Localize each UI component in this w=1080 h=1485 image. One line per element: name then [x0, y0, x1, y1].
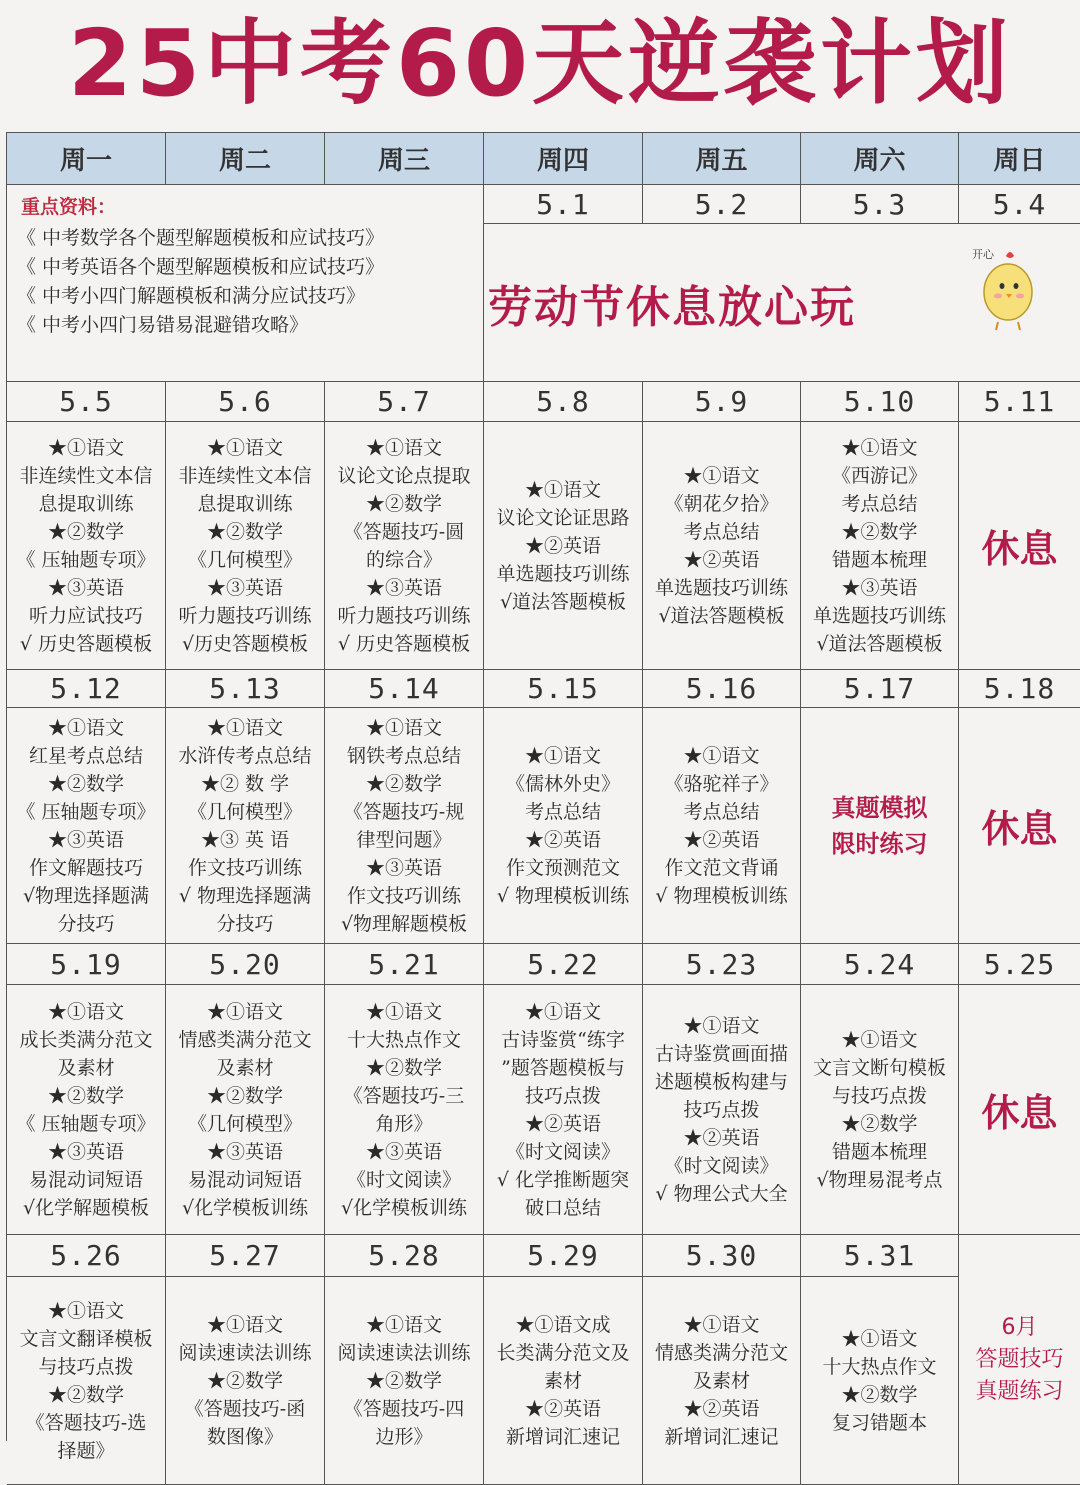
plan-line: ★②数学	[841, 1112, 918, 1135]
plan-line: 《答题技巧-选	[25, 1411, 147, 1434]
plan-line: √历史答题模板	[181, 632, 309, 655]
day-plan-cell	[643, 708, 801, 944]
plan-line: 素材	[543, 1369, 582, 1392]
day-plan-cell	[484, 985, 643, 1235]
day-plan-cell	[325, 1277, 484, 1485]
plan-line: 《 压轴题专项》	[16, 1112, 156, 1135]
plan-line: 《答题技巧-四	[343, 1397, 465, 1420]
plan-line: 数图像》	[206, 1425, 283, 1448]
weekday-header: 周日	[959, 133, 1080, 185]
plan-line: 述题模板构建与	[654, 1070, 788, 1093]
june-plan-line: 答题技巧	[975, 1346, 1064, 1372]
plan-line: ★①语文	[47, 436, 124, 459]
plan-line: ★②数学	[841, 520, 918, 543]
plan-line: ★②数学	[47, 520, 124, 543]
date-cell: 5.12	[7, 670, 166, 708]
plan-line: 边形》	[375, 1425, 433, 1448]
date-cell: 5.3	[801, 185, 959, 224]
date-cell: 5.17	[801, 670, 959, 708]
weekday-header: 周三	[325, 133, 484, 185]
plan-line: 作文技巧训练	[187, 856, 302, 879]
date-cell: 5.5	[7, 382, 166, 422]
plan-line: 《几何模型》	[187, 1112, 302, 1135]
plan-line: ★③英语	[365, 576, 442, 599]
plan-line: ★②数学	[47, 1383, 124, 1406]
date-cell: 5.10	[801, 382, 959, 422]
date-cell: 5.22	[484, 944, 643, 985]
plan-line: 技巧点拨	[683, 1098, 760, 1121]
plan-line: ★②数学	[206, 1369, 283, 1392]
plan-line: √ 物理公式大全	[655, 1182, 788, 1205]
plan-line: ★①语文	[47, 716, 124, 739]
date-cell: 5.8	[484, 382, 643, 422]
mock-exam-line: 真题模拟	[831, 793, 928, 822]
plan-line: ★③英语	[206, 1140, 283, 1163]
plan-line: ★②数学	[206, 1084, 283, 1107]
plan-line: 《 压轴题专项》	[16, 548, 156, 571]
plan-line: ★①语文	[365, 716, 442, 739]
plan-line: 阅读速读法训练	[178, 1341, 312, 1364]
plan-line: 《几何模型》	[187, 800, 302, 823]
day-plan-cell	[166, 708, 325, 944]
plan-line: ★② 数 学	[200, 772, 290, 795]
plan-line: 作文范文背诵	[664, 856, 779, 879]
plan-line: √ 物理模板训练	[496, 884, 630, 907]
plan-line: 易混动词短语	[28, 1168, 143, 1191]
plan-line: 古诗鉴赏“练字	[501, 1028, 625, 1051]
plan-line: ★②英语	[683, 1397, 760, 1420]
june-plan-line: 真题练习	[975, 1378, 1064, 1404]
plan-line: √道法答题模板	[816, 632, 943, 655]
date-cell: 5.7	[325, 382, 484, 422]
plan-line: ★③英语	[47, 576, 124, 599]
plan-line: 及素材	[692, 1369, 750, 1392]
plan-line: ★①语文	[206, 716, 283, 739]
plan-line: 分技巧	[57, 912, 115, 935]
plan-line: 听力题技巧训练	[337, 604, 471, 627]
plan-line: ★③英语	[47, 828, 124, 851]
date-cell: 5.21	[325, 944, 484, 985]
plan-line: 及素材	[216, 1056, 274, 1079]
plan-line: 考点总结	[683, 520, 760, 543]
day-plan-cell	[643, 422, 801, 670]
plan-line: 作文预测范文	[505, 856, 620, 879]
day-plan-cell	[166, 422, 325, 670]
plan-line: √化学模板训练	[181, 1196, 309, 1219]
plan-line: ★②数学	[365, 1056, 442, 1079]
plan-line: 钢铁考点总结	[346, 744, 461, 767]
plan-line: ★②数学	[47, 1084, 124, 1107]
plan-line: 《西游记》	[831, 464, 927, 487]
date-cell: 5.14	[325, 670, 484, 708]
day-plan-cell	[484, 708, 643, 944]
plan-line: ★①语文	[47, 1299, 124, 1322]
date-cell: 5.30	[643, 1235, 801, 1277]
weekday-header: 周四	[484, 133, 643, 185]
plan-line: √物理易混考点	[816, 1168, 943, 1191]
plan-line: 《答题技巧-规	[343, 800, 465, 823]
key-resources-title: 重点资料：	[21, 196, 117, 218]
plan-line: ★②数学	[206, 520, 283, 543]
plan-line: ★①语文	[206, 1313, 283, 1336]
plan-line: 复习错题本	[831, 1411, 927, 1434]
date-cell: 5.4	[959, 185, 1080, 224]
date-cell: 5.19	[7, 944, 166, 985]
plan-line: 十大热点作文	[822, 1355, 937, 1378]
plan-line: ★①语文	[365, 1000, 442, 1023]
plan-line: √道法答题模板	[658, 604, 785, 627]
plan-line: 文言文翻译模板	[19, 1327, 153, 1350]
plan-line: ★①语文	[841, 436, 918, 459]
plan-line: 与技巧点拨	[831, 1084, 927, 1107]
date-cell: 5.6	[166, 382, 325, 422]
plan-line: 及素材	[57, 1056, 115, 1079]
plan-line: 易混动词短语	[187, 1168, 302, 1191]
plan-line: ★②英语	[524, 1112, 601, 1135]
date-cell: 5.1	[484, 185, 643, 224]
plan-line: 技巧点拨	[524, 1084, 601, 1107]
plan-line: √ 化学推断题突	[496, 1168, 630, 1191]
plan-line: √ 历史答题模板	[19, 632, 153, 655]
rest-day-cell: 休息	[959, 422, 1080, 670]
plan-line: ★②数学	[47, 772, 124, 795]
plan-line: 息提取训练	[38, 492, 134, 515]
date-cell: 5.25	[959, 944, 1080, 985]
plan-line: √化学模板训练	[340, 1196, 468, 1219]
plan-line: 《答题技巧-圆	[343, 520, 465, 543]
plan-line: ★①语文	[841, 1028, 918, 1051]
plan-line: ★②英语	[683, 548, 760, 571]
day-plan-cell	[7, 422, 166, 670]
plan-line: ★①语文	[524, 478, 601, 501]
date-cell: 5.27	[166, 1235, 325, 1277]
schedule-table	[6, 132, 1080, 1462]
plan-line: 考点总结	[683, 800, 760, 823]
plan-line: 非连续性文本信	[19, 464, 153, 487]
chick-sticker-icon	[970, 246, 1040, 332]
plan-line: ★②数学	[365, 1369, 442, 1392]
rest-day-cell: 休息	[959, 985, 1080, 1235]
plan-line: 古诗鉴赏画面描	[654, 1042, 788, 1065]
date-cell: 5.23	[643, 944, 801, 985]
date-cell: 5.11	[959, 382, 1080, 422]
plan-line: √ 物理选择题满	[178, 884, 312, 907]
plan-line: √化学解题模板	[22, 1196, 150, 1219]
weekday-header: 周二	[166, 133, 325, 185]
plan-line: 水浒传考点总结	[178, 744, 312, 767]
plan-line: ”题答题模板与	[501, 1056, 625, 1079]
plan-line: 《儒林外史》	[505, 772, 620, 795]
plan-line: ★②英语	[683, 1126, 760, 1149]
day-plan-cell	[325, 422, 484, 670]
plan-line: 《时文阅读》	[505, 1140, 620, 1163]
plan-line: ★③ 英 语	[200, 828, 290, 851]
date-cell: 5.31	[801, 1235, 959, 1277]
plan-line: 议论文论点提取	[337, 464, 471, 487]
plan-line: 分技巧	[216, 912, 274, 935]
mock-exam-cell	[801, 708, 959, 944]
day-plan-cell	[325, 708, 484, 944]
plan-line: 的综合》	[365, 548, 442, 571]
day-plan-cell	[643, 1277, 801, 1485]
plan-line: ★③英语	[365, 1140, 442, 1163]
plan-line: ★②英语	[683, 828, 760, 851]
plan-line: 红星考点总结	[28, 744, 143, 767]
plan-line: ★①语文成	[515, 1313, 611, 1336]
plan-line: 《 压轴题专项》	[16, 800, 156, 823]
plan-line: 与技巧点拨	[38, 1355, 134, 1378]
rest-day-cell: 休息	[959, 708, 1080, 944]
plan-line: 单选题技巧训练	[654, 576, 788, 599]
plan-line: 十大热点作文	[346, 1028, 461, 1051]
key-resource-item: 《 中考数学各个题型解题模板和应试技巧》	[17, 227, 385, 249]
june-plan-line: 6月	[1001, 1314, 1038, 1340]
plan-line: 单选题技巧训练	[812, 604, 946, 627]
day-plan-cell	[7, 985, 166, 1235]
plan-line: 成长类满分范文	[19, 1028, 153, 1051]
day-plan-cell	[325, 985, 484, 1235]
plan-line: ★①语文	[206, 1000, 283, 1023]
day-plan-cell	[166, 1277, 325, 1485]
day-plan-cell	[484, 422, 643, 670]
weekday-header: 周六	[801, 133, 959, 185]
plan-line: ★③英语	[206, 576, 283, 599]
plan-line: 单选题技巧训练	[496, 562, 630, 585]
plan-line: ★③英语	[365, 856, 442, 879]
plan-line: 新增词汇速记	[505, 1425, 620, 1448]
weekday-header: 周一	[7, 133, 166, 185]
holiday-banner	[484, 224, 1080, 382]
page-title: 25中考60天逆袭计划	[67, 10, 1013, 117]
plan-line: 错题本梳理	[831, 548, 927, 571]
plan-line: 听力应试技巧	[28, 604, 143, 627]
plan-line: √道法答题模板	[499, 590, 627, 613]
plan-line: ★①语文	[841, 1327, 918, 1350]
day-plan-cell	[801, 1277, 959, 1485]
plan-line: 错题本梳理	[831, 1140, 927, 1163]
plan-line: √物理解题模板	[340, 912, 468, 935]
plan-line: 破口总结	[524, 1196, 601, 1219]
plan-line: 非连续性文本信	[178, 464, 312, 487]
plan-line: ★③英语	[47, 1140, 124, 1163]
plan-line: ★①语文	[683, 1313, 760, 1336]
day-plan-cell	[643, 985, 801, 1235]
key-resources-box	[7, 185, 484, 382]
mock-exam-line: 限时练习	[831, 829, 928, 858]
day-plan-cell	[801, 985, 959, 1235]
plan-line: 息提取训练	[197, 492, 293, 515]
plan-line: ★②英语	[524, 534, 601, 557]
chick-label: 开心	[972, 248, 994, 261]
plan-line: √ 历史答题模板	[337, 632, 471, 655]
plan-line: 作文技巧训练	[346, 884, 461, 907]
date-cell: 5.20	[166, 944, 325, 985]
june-plan-cell	[959, 1235, 1080, 1485]
plan-line: 《时文阅读》	[664, 1154, 779, 1177]
plan-line: ★①语文	[683, 464, 760, 487]
plan-line: 律型问题》	[356, 828, 452, 851]
plan-line: ★②数学	[365, 772, 442, 795]
plan-line: ★②数学	[841, 1383, 918, 1406]
plan-line: ★①语文	[206, 436, 283, 459]
plan-line: ★①语文	[365, 1313, 442, 1336]
date-cell: 5.26	[7, 1235, 166, 1277]
plan-line: 听力题技巧训练	[178, 604, 312, 627]
plan-line: √ 物理模板训练	[655, 884, 788, 907]
date-cell: 5.15	[484, 670, 643, 708]
plan-line: 择题》	[57, 1439, 115, 1462]
date-cell: 5.2	[643, 185, 801, 224]
plan-line: 《答题技巧-函	[184, 1397, 306, 1420]
plan-line: ★①语文	[365, 436, 442, 459]
day-plan-cell	[166, 985, 325, 1235]
day-plan-cell	[801, 422, 959, 670]
plan-line: 阅读速读法训练	[337, 1341, 471, 1364]
plan-line: 情感类满分范文	[178, 1028, 312, 1051]
date-cell: 5.18	[959, 670, 1080, 708]
plan-line: ★②英语	[524, 828, 601, 851]
day-plan-cell	[7, 708, 166, 944]
day-plan-cell	[484, 1277, 643, 1485]
plan-line: 考点总结	[841, 492, 918, 515]
key-resource-item: 《 中考小四门易错易混避错攻略》	[17, 314, 309, 336]
plan-line: ★②数学	[365, 492, 442, 515]
date-cell: 5.24	[801, 944, 959, 985]
plan-line: 新增词汇速记	[664, 1425, 779, 1448]
date-cell: 5.9	[643, 382, 801, 422]
weekday-header: 周五	[643, 133, 801, 185]
plan-line: 作文解题技巧	[28, 856, 143, 879]
plan-line: ★①语文	[524, 744, 601, 767]
key-resource-item: 《 中考英语各个题型解题模板和应试技巧》	[17, 256, 385, 278]
day-plan-cell	[7, 1277, 166, 1485]
date-cell: 5.13	[166, 670, 325, 708]
plan-line: 议论文论证思路	[496, 506, 630, 529]
plan-line: 《骆驼祥子》	[664, 772, 779, 795]
plan-line: 长类满分范文及	[496, 1341, 630, 1364]
plan-line: ★①语文	[683, 744, 760, 767]
plan-line: 《时文阅读》	[346, 1168, 461, 1191]
plan-line: ★①语文	[524, 1000, 601, 1023]
plan-line: 情感类满分范文	[654, 1341, 788, 1364]
holiday-text: 劳动节休息放心玩	[488, 281, 856, 333]
plan-line: 《答题技巧-三	[343, 1084, 465, 1107]
plan-line: 文言文断句模板	[812, 1056, 946, 1079]
plan-line: 角形》	[375, 1112, 433, 1135]
plan-line: ★①语文	[683, 1014, 760, 1037]
plan-line: ★③英语	[841, 576, 918, 599]
plan-line: 考点总结	[524, 800, 601, 823]
key-resource-item: 《 中考小四门解题模板和满分应试技巧》	[17, 285, 366, 307]
date-cell: 5.16	[643, 670, 801, 708]
date-cell: 5.29	[484, 1235, 643, 1277]
plan-line: 《朝花夕拾》	[664, 492, 779, 515]
plan-line: 《几何模型》	[187, 548, 302, 571]
plan-line: ★②英语	[524, 1397, 601, 1420]
date-cell: 5.28	[325, 1235, 484, 1277]
plan-line: √物理选择题满	[22, 884, 150, 907]
plan-line: ★①语文	[47, 1000, 124, 1023]
